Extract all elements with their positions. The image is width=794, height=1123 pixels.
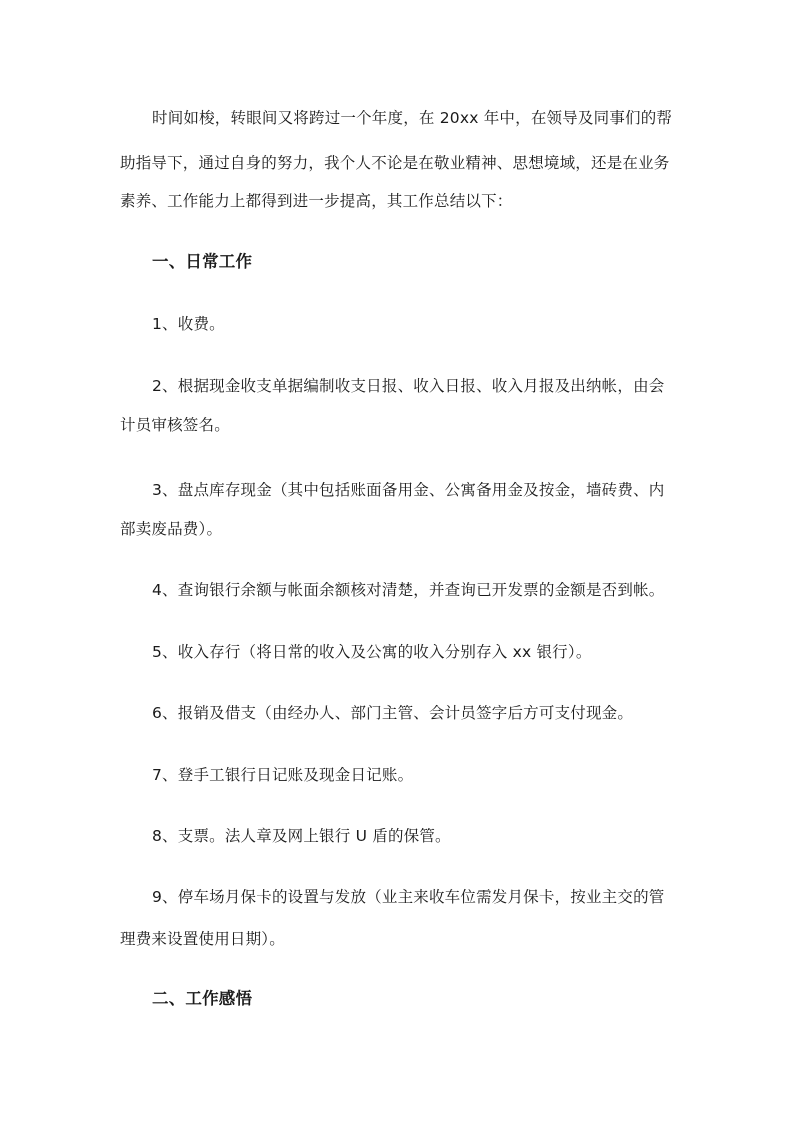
section-2-heading: 二、工作感悟 [152, 989, 253, 1008]
intro-line-2: 助指导下，通过自身的努力，我个人不论是在敬业精神、思想境域，还是在业务 [120, 154, 670, 172]
item-3-line-1: 3、盘点库存现金（其中包括账面备用金、公寓备用金及按金，墙砖费、内 [152, 481, 665, 499]
item-5-line-1: 5、收入存行（将日常的收入及公寓的收入分别存入 xx 银行）。 [152, 643, 592, 661]
section-1-heading: 一、日常工作 [152, 252, 253, 271]
item-7-line-1: 7、登手工银行日记账及现金日记账。 [152, 766, 414, 784]
item-2-line-2: 计员审核签名。 [120, 416, 230, 434]
intro-line-3: 素养、工作能力上都得到进一步提高，其工作总结以下： [120, 192, 513, 210]
item-3-line-2: 部卖废品费）。 [120, 520, 223, 538]
item-4-line-1: 4、查询银行余额与帐面余额核对清楚，并查询已开发票的金额是否到帐。 [152, 581, 665, 599]
item-8-line-1: 8、支票。法人章及网上银行 U 盾的保管。 [152, 827, 451, 845]
item-9-line-2: 理费来设置使用日期）。 [120, 930, 285, 948]
item-1-line-1: 1、收费。 [152, 315, 225, 333]
item-2-line-1: 2、根据现金收支单据编制收支日报、收入日报、收入月报及出纳帐，由会 [152, 377, 665, 395]
item-6-line-1: 6、报销及借支（由经办人、部门主管、会计员签字后方可支付现金。 [152, 704, 634, 722]
item-9-line-1: 9、停车场月保卡的设置与发放（业主来收车位需发月保卡，按业主交的管 [152, 888, 665, 906]
intro-line-1: 时间如梭，转眼间又将跨过一个年度，在 20xx 年中，在领导及同事们的帮 [152, 109, 673, 127]
